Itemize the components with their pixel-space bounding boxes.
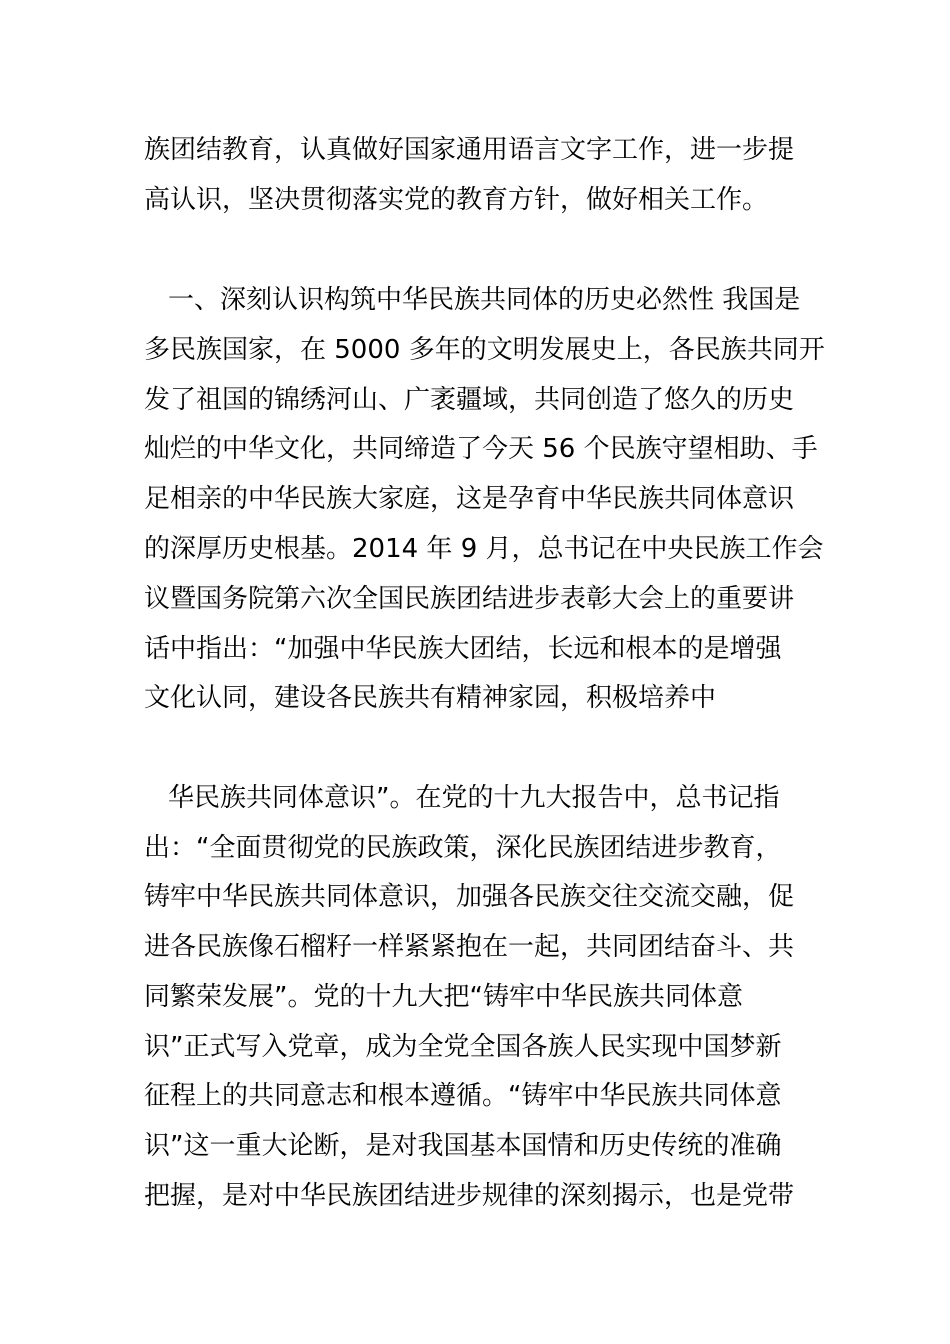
text-line-13: 出：“全面贯彻党的民族政策，深化民族团结进步教育， xyxy=(144,833,782,863)
text-line-10: 话中指出：“加强中华民族大团结，长远和根本的是增强 xyxy=(144,634,782,664)
text-line-14: 铸牢中华民族共同体意识，加强各民族交往交流交融，促 xyxy=(144,882,795,912)
text-line-7: 足相亲的中华民族大家庭，这是孕育中华民族共同体意识 xyxy=(144,484,795,514)
text-line-15: 进各民族像石榴籽一样紧紧抱在一起，共同团结奋斗、共 xyxy=(144,932,795,962)
text-line-11: 文化认同，建设各民族共有精神家园，积极培养中 xyxy=(144,683,717,713)
section-heading-line: 一、深刻认识构筑中华民族共同体的历史必然性 我国是 xyxy=(168,285,801,315)
text-line-18: 征程上的共同意志和根本遵循。“铸牢中华民族共同体意 xyxy=(144,1081,782,1111)
text-line-8: 的深厚历史根基。2014 年 9 月，总书记在中央民族工作会 xyxy=(144,534,824,564)
text-line-4: 多民族国家，在 5000 多年的文明发展史上，各民族共同开 xyxy=(144,335,825,365)
text-line-5: 发了祖国的锦绣河山、广袤疆域，共同创造了悠久的历史 xyxy=(144,385,795,415)
text-line-12: 华民族共同体意识”。在党的十九大报告中，总书记指 xyxy=(168,783,780,813)
text-line-1: 族团结教育，认真做好国家通用语言文字工作，进一步提 xyxy=(144,135,795,165)
text-line-9: 议暨国务院第六次全国民族团结进步表彰大会上的重要讲 xyxy=(144,584,795,614)
text-line-16: 同繁荣发展”。党的十九大把“铸牢中华民族共同体意 xyxy=(144,982,743,1012)
text-line-17: 识”正式写入党章，成为全党全国各族人民实现中国梦新 xyxy=(144,1032,782,1062)
text-line-6: 灿烂的中华文化，共同缔造了今天 56 个民族守望相助、手 xyxy=(144,434,818,464)
text-line-19: 识”这一重大论断，是对我国基本国情和历史传统的准确 xyxy=(144,1131,782,1161)
text-line-20: 把握，是对中华民族团结进步规律的深刻揭示，也是党带 xyxy=(144,1181,795,1211)
text-line-2: 高认识，坚决贯彻落实党的教育方针，做好相关工作。 xyxy=(144,185,769,215)
